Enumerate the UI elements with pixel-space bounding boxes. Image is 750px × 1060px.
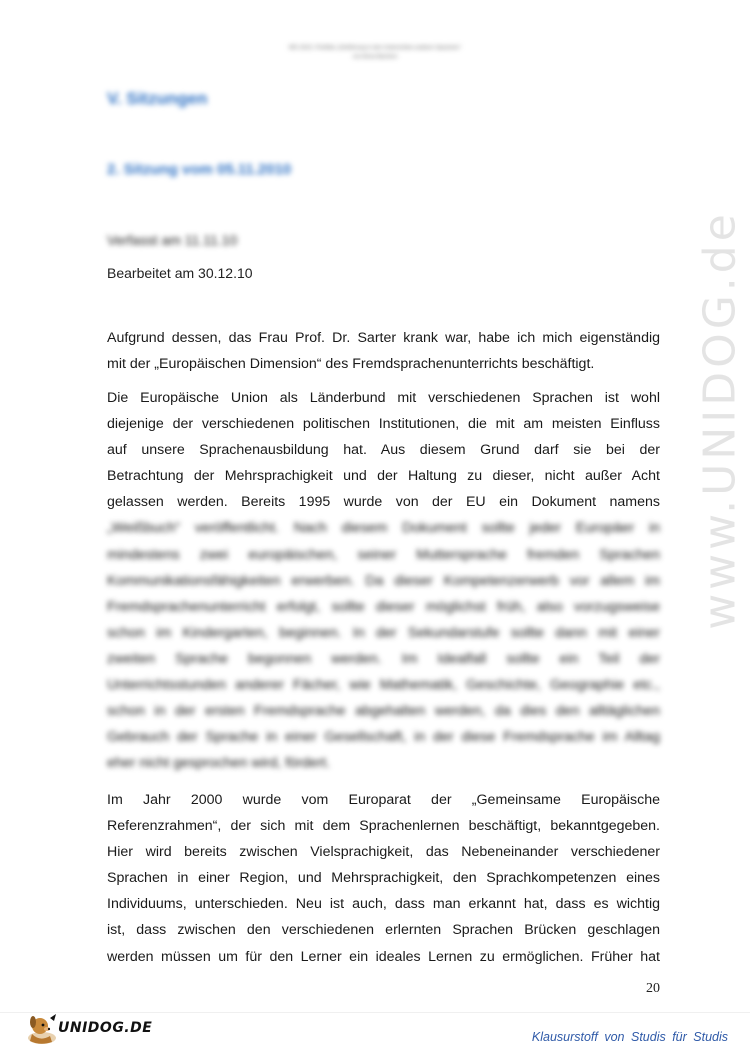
text-line: Fremdsprachenunterricht erfolgt, sollte dieser möglichst früh, also vorzugsweise: [107, 598, 660, 615]
text-line: gelassen werden. Bereits 1995 wurde von der EU ein Dokument namens: [107, 494, 660, 511]
footer-slogan: Klausurstoff von Studis für Studis: [531, 1030, 728, 1044]
text-line: Sprachen in einer Region, und Mehrsprachigkeit, den Sprachkompetenzen eines: [107, 870, 660, 887]
text-line: Unterrichtsstunden anderer Fächer, wie Mathematik, Geschichte, Geographie etc.,: [107, 677, 660, 694]
section-heading: V. Sitzungen: [107, 89, 208, 108]
running-header-line-1: WS 10/11: Portfolio „Einführung in den Unterrichten anderer Sprachen“: [288, 45, 462, 51]
written-date: Verfasst am 11.11.10: [107, 232, 238, 248]
text-line: eher nicht gesprochen wird, fördert.: [107, 755, 331, 772]
text-line: mindestens zwei europäischen, seiner Muttersprache fremden Sprachen: [107, 546, 660, 563]
logo-text: UNIDOG.DE: [58, 1020, 153, 1036]
text-line: Kommunikationsfähigkeiten erwerben. Da dieser Kompetenzerwerb vor allem im: [107, 572, 660, 589]
paragraph-2: [107, 385, 660, 776]
blurred-passage: [107, 515, 660, 776]
page-number: 20: [646, 981, 660, 996]
text-line: Gebrauch der Sprache in einer Gesellschaft, in der diese Fremdsprache im Alltag: [107, 729, 660, 746]
edited-date: Bearbeitet am 30.12.10: [107, 265, 253, 281]
text-line: „Weißbuch“ veröffentlicht. Nach diesem Dokument sollte jeder Europäer in: [107, 520, 660, 537]
text-line: schon in der ersten Fremdsprache abgehalten werden, da dies den alltäglichen: [107, 703, 660, 720]
text-line: Im Jahr 2000 wurde vom Europarat der „Gemeinsame Europäische: [107, 792, 660, 808]
paragraph-1: [107, 325, 660, 377]
text-line: zweiten Sprache begonnen werden. Im Idealfall sollte ein Teil der: [107, 650, 660, 667]
text-line: Hier wird bereits zwischen Vielsprachigkeit, das Nebeneinander verschiedener: [107, 844, 660, 861]
text-line: diejenige der verschiedenen politischen Institutionen, die mit am meisten Einfluss: [107, 416, 660, 433]
text-line: Die Europäische Union als Länderbund mit verschiedenen Sprachen ist wohl: [107, 390, 660, 406]
text-line: Betrachtung der Mehrsprachigkeit und der Haltung zu dieser, nicht außer Acht: [107, 468, 660, 485]
text-line: Referenzrahmen“, der sich mit dem Sprachenlernen beschäftigt, bekanntgegeben.: [107, 818, 660, 835]
text-line: Individuums, unterschieden. Neu ist auch, dass man erkannt hat, dass es wichtig: [107, 896, 660, 913]
text-line: werden müssen um für den Lerner ein ideales Lernen zu ermöglichen. Früher hat: [107, 948, 660, 965]
watermark: www.UNIDOG.de: [694, 210, 746, 630]
session-heading: 2. Sitzung vom 05.11.2010: [107, 161, 292, 178]
paragraph-3: [107, 787, 660, 970]
text-line: schon im Kindergarten, beginnen. In der Sekundarstufe sollte dann mit einer: [107, 624, 660, 641]
text-line: mit der „Europäischen Dimension“ des Fremdsprachenunterrichts beschäftigt.: [107, 356, 595, 373]
text-line: Aufgrund dessen, das Frau Prof. Dr. Sarter krank war, habe ich mich eigenständig: [107, 330, 660, 346]
text-line: auf unsere Sprachenausbildung hat. Aus diesem Grund darf sie bei der: [107, 442, 660, 459]
running-header-line-2: von Anna Bachem: [352, 54, 398, 60]
text-line: ist, dass zwischen den verschiedenen erlernten Sprachen Brücken geschlagen: [107, 922, 660, 939]
